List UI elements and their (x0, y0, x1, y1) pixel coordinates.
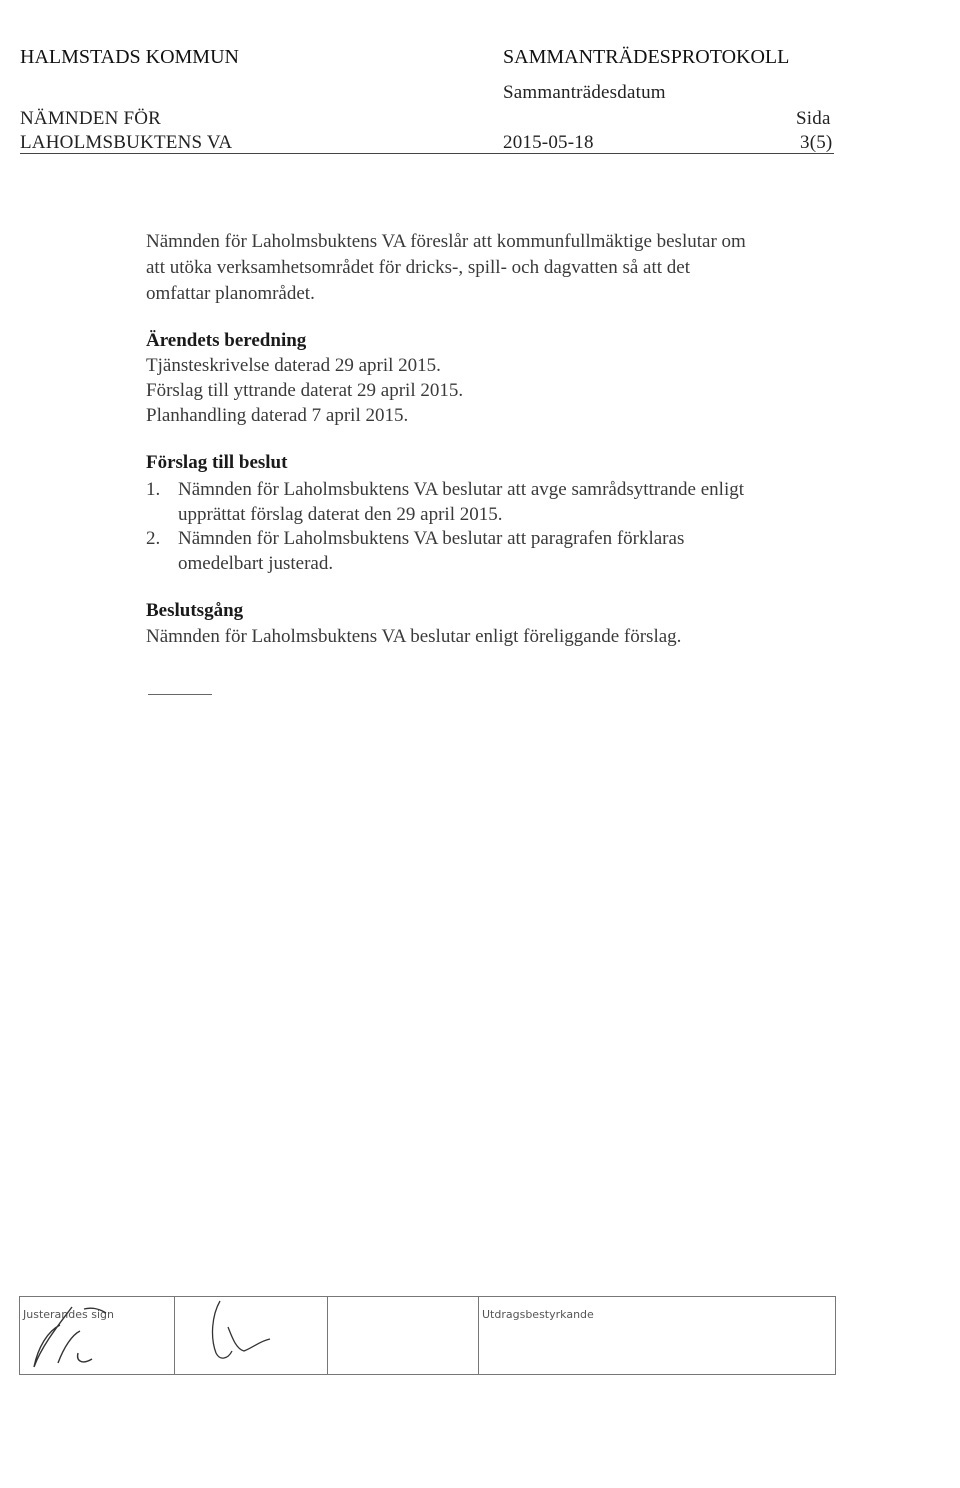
page-number: 3(5) (800, 132, 833, 153)
signature-cell-divider (327, 1297, 328, 1374)
document-type: SAMMANTRÄDESPROTOKOLL (503, 46, 790, 68)
preparation-item: Tjänsteskrivelse daterad 29 april 2015. (146, 355, 441, 376)
signature-cell-divider (478, 1297, 479, 1374)
header-rule (20, 153, 834, 154)
decision-text: Nämnden för Laholmsbuktens VA beslutar enligt föreliggande förslag. (146, 626, 682, 647)
preparation-item: Planhandling daterad 7 april 2015. (146, 405, 409, 426)
proposal-item-line: Nämnden för Laholmsbuktens VA beslutar att avge samrådsyttrande enligt (178, 479, 745, 500)
handwritten-initials-2 (198, 1297, 288, 1367)
proposal-item-number: 1. (146, 479, 161, 500)
proposal-item-line: omedelbart justerad. (178, 553, 334, 574)
signature-cell-divider (174, 1297, 175, 1374)
preparation-item: Förslag till yttrande daterat 29 april 2015. (146, 380, 464, 401)
intro-line-1: Nämnden för Laholmsbuktens VA föreslår att kommunfullmäktige beslutar om (146, 231, 746, 252)
proposal-item-line: upprättat förslag daterat den 29 april 2015. (178, 504, 503, 525)
proposal-item-line: Nämnden för Laholmsbuktens VA beslutar att paragrafen förklaras (178, 528, 685, 549)
signature-box (19, 1296, 836, 1375)
intro-line-3: omfattar planområdet. (146, 283, 315, 304)
committee-line-1: NÄMNDEN FÖR (20, 108, 162, 129)
preparation-heading: Ärendets beredning (146, 330, 307, 351)
signature-label: Justerandes sign (23, 1308, 114, 1321)
date-label: Sammanträdesdatum (503, 82, 666, 103)
page-label: Sida (796, 108, 831, 129)
intro-line-2: att utöka verksamhetsområdet för dricks-, spill- och dagvatten så att det (146, 257, 690, 278)
proposal-heading: Förslag till beslut (146, 452, 288, 473)
meeting-date: 2015-05-18 (503, 132, 594, 153)
proposal-item-number: 2. (146, 528, 161, 549)
decision-heading: Beslutsgång (146, 600, 244, 621)
certification-label: Utdragsbestyrkande (482, 1308, 594, 1321)
committee-line-2: LAHOLMSBUKTENS VA (20, 132, 233, 153)
handwritten-initials-1 (20, 1301, 140, 1371)
section-separator (148, 694, 212, 695)
org-name: HALMSTADS KOMMUN (20, 46, 239, 68)
